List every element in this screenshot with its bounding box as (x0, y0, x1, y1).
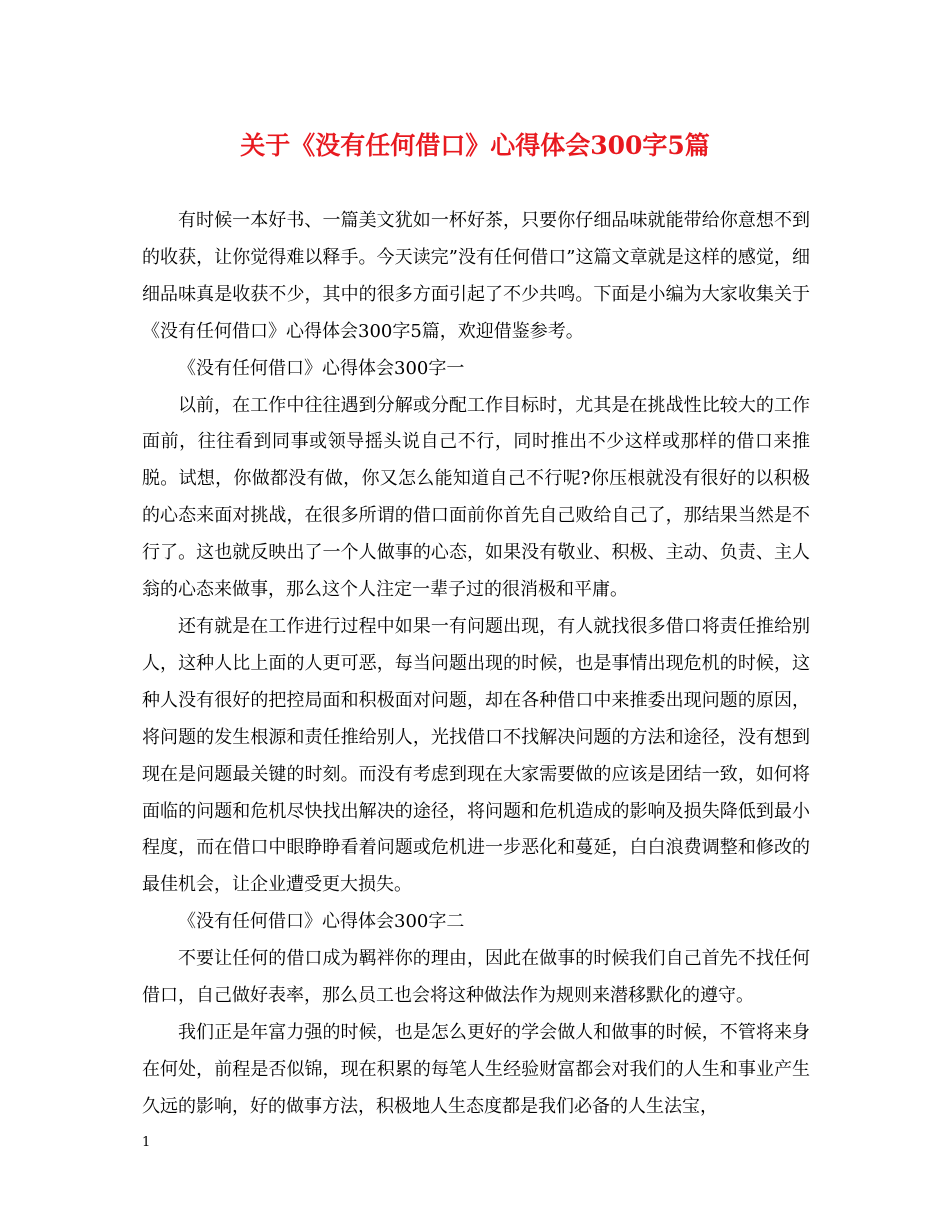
intro-paragraph: 有时候一本好书、一篇美文犹如一杯好茶，只要你仔细品味就能带给你意想不到的收获，让你觉得难以释手。今天读完”没有任何借口”这篇文章就是这样的感觉，细细品味真是收获不少，其中的很多方面引起了不少共鸣。下面是小编为大家收集关于《没有任何借口》心得体会300字5篇，欢迎借鉴参考。 (142, 210, 810, 342)
document-title: 关于《没有任何借口》心得体会300字5篇 (240, 131, 710, 160)
section1-paragraph-2: 还有就是在工作进行过程中如果一有问题出现，有人就找很多借口将责任推给别人，这种人比上面的人更可恶，每当问题出现的时候，也是事情出现危机的时候，这种人没有很好的把控局面和积极面对问题，却在各种借口中来推委出现问题的原因，将问题的发生根源和责任推给别人，光找借口不找解决问题的方法和途径，没有想到现在是问题最关键的时刻。而没有考虑到现在大家需要做的应该是团结一致，如何将面临的问题和危机尽快找出解决的途径，将问题和危机造成的影响及损失降低到最小程度，而在借口中眼睁睁看着问题或危机进一步恶化和蔓延，白白浪费调整和修改的最佳机会，让企业遭受更大损失。 (142, 615, 810, 896)
page-number: 1 (142, 1135, 151, 1150)
section-heading-2: 《没有任何借口》心得体会300字二 (178, 911, 465, 933)
section-heading-1: 《没有任何借口》心得体会300字一 (178, 357, 465, 379)
document-body (142, 203, 810, 1126)
section1-paragraph-1: 以前，在工作中往往遇到分解或分配工作目标时，尤其是在挑战性比较大的工作面前，往往看到同事或领导摇头说自己不行，同时推出不少这样或那样的借口来推脱。试想，你做都没有做，你又怎么能知道自己不行呢?你压根就没有很好的以积极的心态来面对挑战，在很多所谓的借口面前你首先自己败给自己了，那结果当然是不行了。这也就反映出了一个人做事的心态，如果没有敬业、积极、主动、负责、主人翁的心态来做事，那么这个人注定一辈子过的很消极和平庸。 (142, 394, 810, 601)
section2-paragraph-2: 我们正是年富力强的时候，也是怎么更好的学会做人和做事的时候，不管将来身在何处，前程是否似锦，现在积累的每笔人生经验财富都会对我们的人生和事业产生久远的影响，好的做事方法，积极地人生态度都是我们必备的人生法宝， (142, 1021, 810, 1117)
section2-paragraph-1: 不要让任何的借口成为羁袢你的理由，因此在做事的时候我们自己首先不找任何借口，自己做好表率，那么员工也会将这种做法作为规则来潜移默化的遵守。 (142, 948, 810, 1007)
